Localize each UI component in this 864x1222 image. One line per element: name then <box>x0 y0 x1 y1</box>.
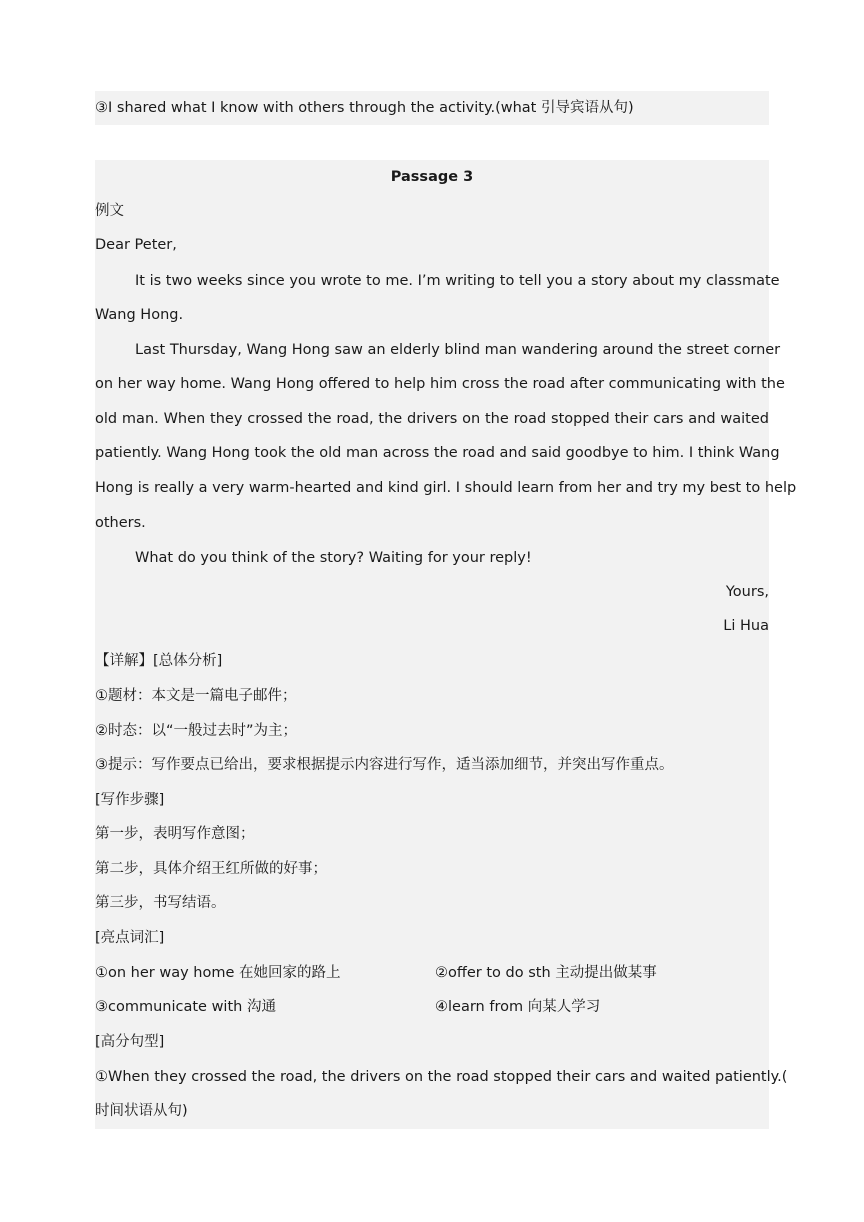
passage-title: Passage 3 <box>390 169 474 185</box>
paragraph-2-line: patiently. Wang Hong took the old man across the road and said goodbye to him. I think Wang <box>95 445 780 461</box>
vocab-item: ③communicate with 沟通 <box>95 999 276 1015</box>
analysis-item: ③提示：写作要点已给出，要求根据提示内容进行写作，适当添加细节，并突出写作重点。 <box>95 757 674 773</box>
vocab-row <box>95 962 769 984</box>
passage-block <box>95 160 797 1129</box>
step-item: 第三步，书写结语。 <box>95 895 226 911</box>
vocab-heading: [亮点词汇] <box>95 930 165 946</box>
step-item: 第二步，具体介绍王红所做的好事； <box>95 861 327 877</box>
analysis-heading: 【详解】[总体分析] <box>95 653 223 669</box>
paragraph-1-line: It is two weeks since you wrote to me. I’m writing to tell you a story about my classmate <box>135 273 780 289</box>
vocab-row <box>95 996 769 1018</box>
analysis-item: ①题材：本文是一篇电子邮件； <box>95 688 297 704</box>
paragraph-1-line: Wang Hong. <box>95 307 184 323</box>
sample-label: 例文 <box>95 203 124 219</box>
paragraph-2-line: Last Thursday, Wang Hong saw an elderly blind man wandering around the street corner <box>135 342 781 358</box>
analysis-item: ②时态：以“一般过去时”为主； <box>95 723 298 739</box>
paragraph-2-line: old man. When they crossed the road, the drivers on the road stopped their cars and waited <box>95 411 769 427</box>
previous-item-block <box>95 91 769 125</box>
previous-item-line: ③I shared what I know with others through the activity.(what 引导宾语从句) <box>95 100 634 116</box>
paragraph-2-line: Hong is really a very warm-hearted and kind girl. I should learn from her and try my best to help <box>95 480 797 496</box>
paragraph-3: What do you think of the story? Waiting for your reply! <box>135 550 532 566</box>
vocab-item: ②offer to do sth 主动提出做某事 <box>435 965 657 981</box>
paragraph-2-line: on her way home. Wang Hong offered to help him cross the road after communicating with the <box>95 376 785 392</box>
letter-greeting: Dear Peter, <box>95 237 177 253</box>
vocab-item: ①on her way home 在她回家的路上 <box>95 965 341 981</box>
vocab-item: ④learn from 向某人学习 <box>435 999 601 1015</box>
sentence-heading: [高分句型] <box>95 1034 165 1050</box>
letter-closing: Yours, <box>725 584 769 600</box>
sentence-item-line: 时间状语从句) <box>95 1103 188 1119</box>
steps-heading: [写作步骤] <box>95 792 165 808</box>
letter-signature: Li Hua <box>723 618 769 634</box>
sentence-item-line: ①When they crossed the road, the drivers on the road stopped their cars and waited patiently.( <box>95 1069 788 1085</box>
step-item: 第一步，表明写作意图； <box>95 826 255 842</box>
paragraph-2-line: others. <box>95 515 146 531</box>
